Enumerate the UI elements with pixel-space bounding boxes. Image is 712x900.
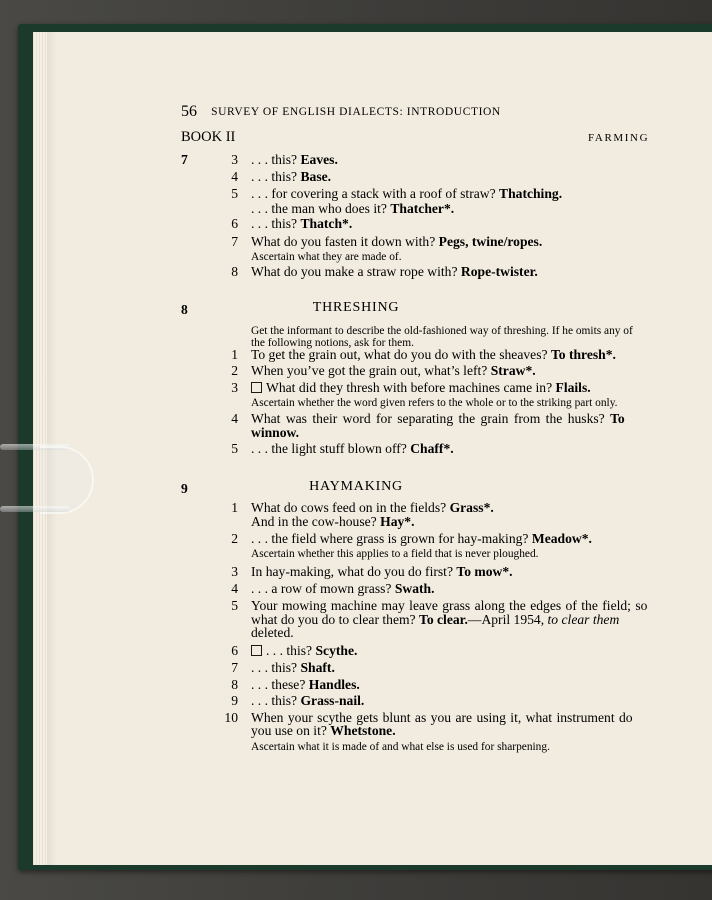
subject-label: FARMING [588, 132, 650, 144]
question-text: Your mowing machine may leave grass along the edges of the field; so [251, 598, 648, 613]
question-number: 3 [231, 380, 238, 395]
question-text: When you’ve got the grain out, what’s left? Straw*. [251, 363, 536, 378]
question-number: 8 [231, 264, 238, 279]
question-text: . . . the man who does it? Thatcher*. [251, 201, 455, 216]
question-number: 4 [231, 169, 238, 184]
question-text: deleted. [251, 625, 294, 640]
question-text: What do you fasten it down with? Pegs, twine/ropes. [251, 234, 543, 249]
question-number: 3 [231, 152, 238, 167]
question-text: . . . this? Scythe. [251, 643, 357, 659]
answer-continuation: winnow. [251, 425, 299, 440]
question-text: To get the grain out, what do you do with the sheaves? To thresh*. [251, 347, 616, 362]
question-number: 5 [231, 598, 238, 613]
question-text: . . . a row of mown grass? Swath. [251, 581, 435, 596]
question-number: 2 [231, 531, 238, 546]
question-number: 6 [231, 643, 238, 658]
question-number: 9 [231, 693, 238, 708]
question-number: 7 [231, 234, 238, 249]
clip-arm-bottom [0, 506, 70, 512]
question-number: 6 [231, 216, 238, 231]
section-number: 7 [181, 152, 188, 167]
section-intro: the following notions, ask for them. [251, 337, 414, 349]
question-text: what do you do to clear them? To clear.—April 1954, to clear them [251, 612, 620, 627]
question-number: 3 [231, 564, 238, 579]
section-number: 8 [181, 302, 188, 317]
question-number: 10 [224, 710, 238, 725]
square-box-icon [251, 382, 262, 393]
question-text: And in the cow-house? Hay*. [251, 514, 415, 529]
question-number: 5 [231, 441, 238, 456]
section-number: 9 [181, 481, 188, 496]
square-box-icon [251, 645, 262, 656]
instruction-note: Ascertain what they are made of. [251, 251, 402, 263]
question-text: What do you make a straw rope with? Rope-twister. [251, 264, 538, 279]
question-number: 4 [231, 581, 238, 596]
question-text: What did they thresh with before machines came in? Flails. [251, 380, 591, 396]
question-text: . . . this? Base. [251, 169, 332, 184]
question-number: 4 [231, 411, 238, 426]
question-number: 1 [231, 500, 238, 515]
book-label: BOOK II [181, 129, 236, 145]
running-title: SURVEY OF ENGLISH DIALECTS: INTRODUCTION [211, 106, 501, 118]
question-text: What do cows feed on in the fields? Grass*. [251, 500, 494, 515]
question-text: . . . this? Eaves. [251, 152, 338, 167]
question-text: . . . for covering a stack with a roof of straw? Thatching. [251, 186, 563, 201]
question-text: . . . these? Handles. [251, 677, 360, 692]
instruction-note: Ascertain whether the word given refers to the whole or to the striking part only. [251, 397, 618, 409]
question-text: . . . this? Thatch*. [251, 216, 353, 231]
instruction-note: Ascertain what it is made of and what else is used for sharpening. [251, 741, 550, 753]
question-number: 5 [231, 186, 238, 201]
question-text: . . . the light stuff blown off? Chaff*. [251, 441, 454, 456]
section-title: HAYMAKING [309, 479, 403, 494]
question-text: In hay-making, what do you do first? To mow*. [251, 564, 513, 579]
question-number: 1 [231, 347, 238, 362]
question-number: 2 [231, 363, 238, 378]
question-text: When your scythe gets blunt as you are using it, what instrument do [251, 710, 633, 725]
question-number: 7 [231, 660, 238, 675]
section-title: THRESHING [312, 300, 400, 315]
question-text: . . . this? Shaft. [251, 660, 335, 675]
question-text: . . . the field where grass is grown for hay-making? Meadow*. [251, 531, 592, 546]
question-text: What was their word for separating the grain from the husks? To [251, 411, 625, 426]
page-number: 56 [181, 103, 197, 120]
question-text: . . . this? Grass-nail. [251, 693, 365, 708]
instruction-note: Ascertain whether this applies to a field that is never ploughed. [251, 548, 539, 560]
section-intro: Get the informant to describe the old-fashioned way of threshing. If he omits any of [251, 325, 633, 337]
question-number: 8 [231, 677, 238, 692]
question-text: you use on it? Whetstone. [251, 723, 396, 738]
